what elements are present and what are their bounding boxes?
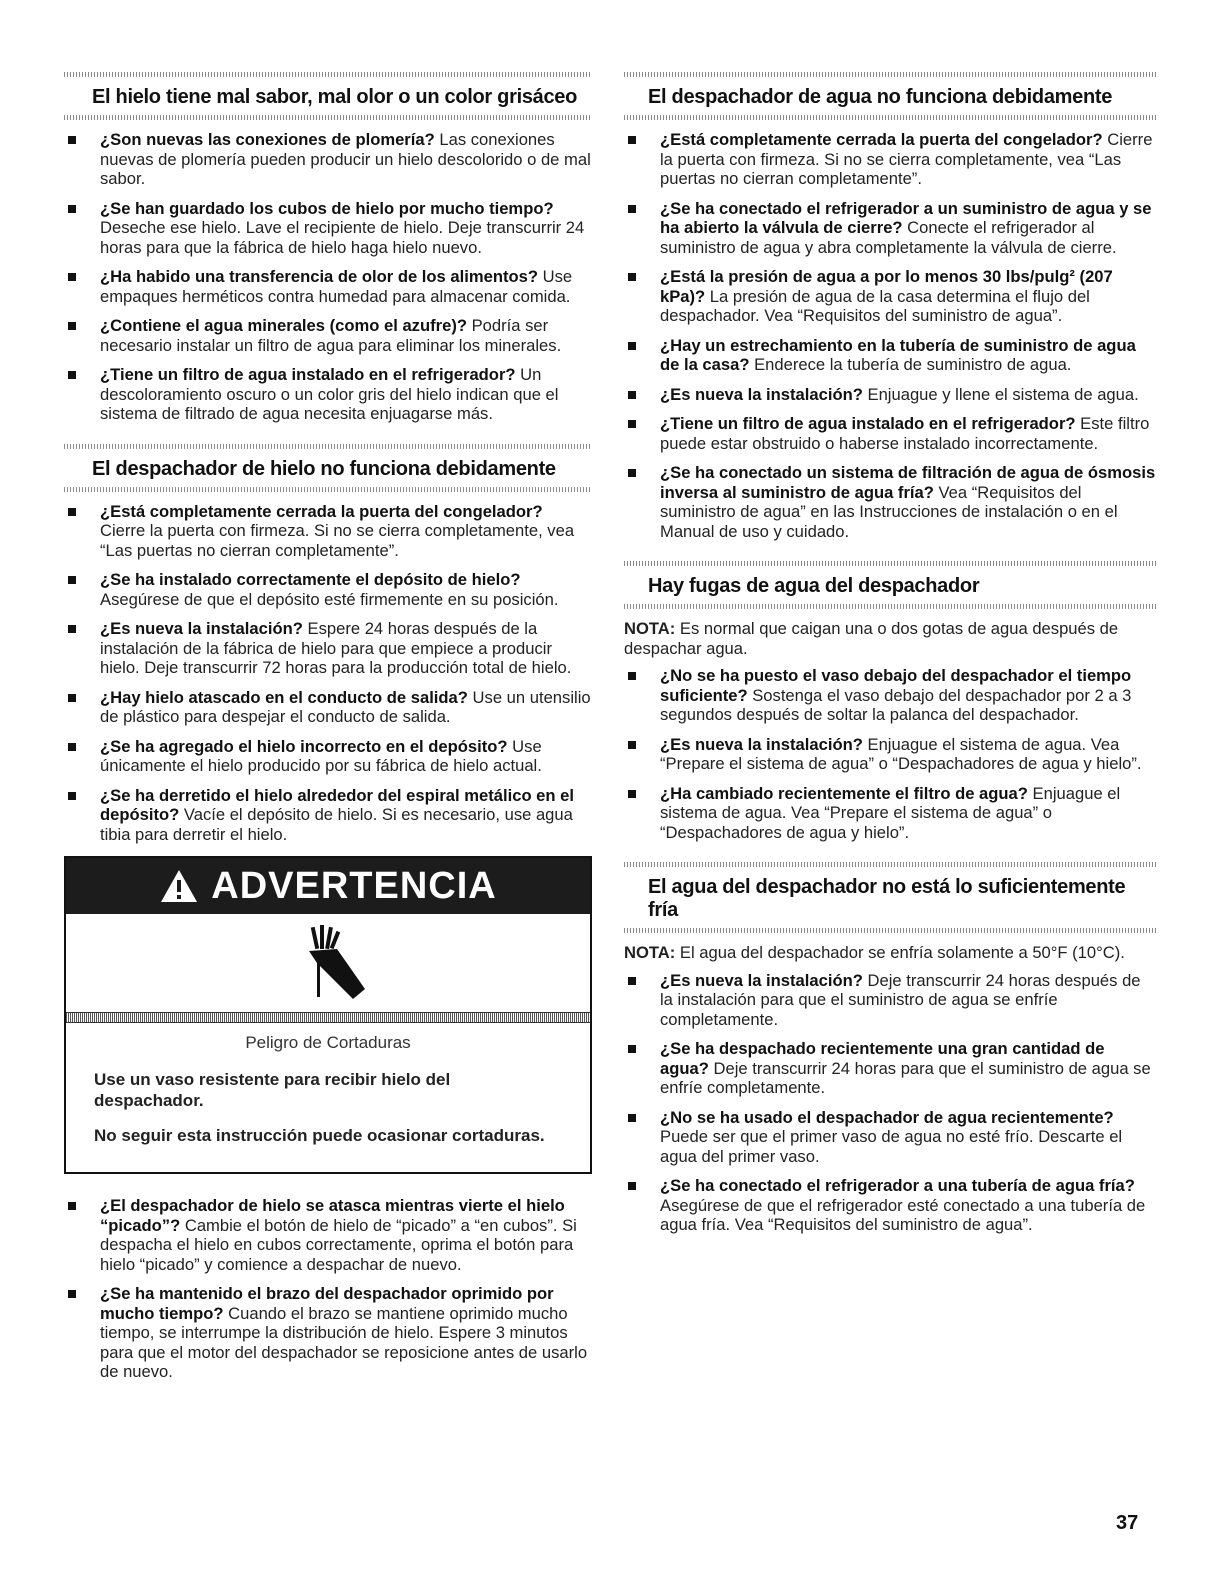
item-answer: Cambie el botón de hielo de “picado” a “en cubos”. Si despacha el hielo en cubos correctamente, oprima el botón para hielo “picado” y comience a despachar de nuevo. (100, 1215, 577, 1274)
item-question: ¿Es nueva la instalación? (660, 734, 863, 754)
list-item (624, 1108, 1156, 1167)
item-answer: Cierre la puerta con firmeza. Si no se cierra completamente, vea “Las puertas no cierran completamente”. (660, 130, 1153, 188)
hatched-rule (624, 604, 1156, 609)
item-answer: Podría ser necesario instalar un filtro de agua para eliminar los minerales. (100, 316, 562, 355)
list-item (64, 316, 592, 355)
bullet-square-icon (68, 273, 76, 281)
item-answer: Enjuague el sistema de agua. Vea “Prepare el sistema de agua” o “Despachadores de agua y hielo”. (660, 734, 1142, 773)
bullet-square-icon (628, 741, 636, 749)
hazard-instruction: Use un vaso resistente para recibir hielo del despachador. (94, 1070, 451, 1110)
list-item (624, 971, 1156, 1030)
item-answer: Conecte el refrigerador al suministro de agua y abra completamente la válvula de cierre. (660, 218, 1117, 257)
troubleshooting-list (64, 130, 592, 424)
section-title: El despachador de agua no funciona debidamente (648, 86, 1113, 108)
bullet-square-icon (68, 743, 76, 751)
list-item (64, 267, 592, 306)
item-question: ¿Se ha derretido el hielo alrededor del espiral metálico en el depósito? (100, 785, 574, 824)
item-question: ¿Son nuevas las conexiones de plomería? (100, 130, 435, 149)
item-question: ¿Hay hielo atascado en el conducto de salida? (100, 687, 468, 707)
section-header (64, 444, 592, 492)
item-question: ¿Se ha conectado el refrigerador a un suministro de agua y se ha abierto la válvula de cierre? (660, 198, 1152, 237)
bullet-square-icon (68, 792, 76, 800)
bullet-square-icon (68, 625, 76, 633)
page-number: 37 (1116, 1512, 1139, 1534)
item-answer: Cierre la puerta con firmeza. Si no se cierra completamente, vea “Las puertas no cierran completamente”. (100, 521, 575, 560)
item-answer: Enjuague el sistema de agua. Vea “Prepare el sistema de agua” o “Despachadores de agua y hielo”. (660, 783, 1121, 842)
item-answer: Use empaques herméticos contra humedad para almacenar comida. (100, 267, 573, 306)
troubleshooting-list (624, 666, 1156, 842)
item-answer: Vea “Requisitos del suministro de agua” en las Instrucciones de instalación o en el Manual de uso y cuidado. (660, 482, 1118, 541)
hatched-divider (66, 1012, 590, 1023)
bullet-square-icon (628, 342, 636, 350)
warning-banner (66, 858, 590, 914)
item-question: ¿Tiene un filtro de agua instalado en el refrigerador? (660, 414, 1076, 433)
bullet-square-icon (628, 1114, 636, 1122)
hatched-rule (64, 115, 592, 120)
item-question: ¿Está completamente cerrada la puerta del congelador? (100, 501, 543, 521)
list-item (624, 199, 1156, 258)
item-question: ¿Se ha mantenido el brazo del despachador oprimido por mucho tiempo? (100, 1284, 554, 1323)
item-question: ¿Tiene un filtro de agua instalado en el refrigerador? (100, 365, 516, 384)
bullet-square-icon (68, 1202, 76, 1210)
item-answer: La presión de agua de la casa determina el flujo del despachador. Vea “Requisitos del suministro de agua”. (660, 286, 1090, 325)
list-item (624, 735, 1156, 774)
list-item (624, 1176, 1156, 1235)
item-answer: Vacíe el depósito de hielo. Si es necesario, use agua tibia para derretir el hielo. (100, 805, 573, 844)
list-item (64, 1284, 592, 1382)
item-question: ¿Se ha despachado recientemente una gran cantidad de agua? (660, 1039, 1105, 1078)
bullet-square-icon (68, 205, 76, 213)
note-label: NOTA: (624, 619, 676, 638)
item-question: ¿Es nueva la instalación? (660, 384, 863, 404)
list-item (624, 385, 1156, 405)
list-item (624, 666, 1156, 725)
hazard-title: Peligro de Cortaduras (245, 1033, 411, 1052)
bullet-square-icon (68, 694, 76, 702)
bullet-square-icon (68, 371, 76, 379)
cut-hand-icon (283, 923, 373, 1003)
item-answer: Espere 24 horas después de la instalación de la fábrica de hielo para que empiece a producir hielo. Deje transcurrir 72 horas para la producción total de hielo. (100, 619, 572, 677)
hazard-consequence: No seguir esta instrucción puede ocasionar cortaduras. (94, 1126, 545, 1145)
item-question: ¿Es nueva la instalación? (660, 970, 863, 990)
bullet-square-icon (628, 672, 636, 680)
item-question: ¿Se ha agregado el hielo incorrecto en el depósito? (100, 736, 508, 756)
bullet-square-icon (68, 1290, 76, 1298)
warning-banner-text: ADVERTENCIA (211, 864, 497, 907)
item-answer: Cuando el brazo se mantiene oprimido mucho tiempo, se interrumpe la distribución de hielo. Espere 3 minutos para que el motor del despachador se reposicione antes de usarlo de nuevo. (100, 1303, 588, 1381)
troubleshooting-list (624, 130, 1156, 541)
bullet-square-icon (628, 420, 636, 428)
item-question: ¿El despachador de hielo se atasca mientras vierte el hielo “picado”? (100, 1196, 565, 1235)
section-header (624, 561, 1156, 609)
troubleshooting-list (624, 971, 1156, 1235)
right-column (624, 72, 1156, 1255)
item-answer: Use un utensilio de plástico para despejar el conducto de salida. (100, 687, 591, 726)
hatched-rule (624, 928, 1156, 933)
item-answer: Deje transcurrir 24 horas para que el suministro de agua se enfríe completamente. (660, 1058, 1151, 1097)
list-item (64, 130, 592, 189)
bullet-square-icon (68, 322, 76, 330)
list-item (624, 1039, 1156, 1098)
note-paragraph (624, 943, 1156, 963)
note-label: NOTA: (624, 943, 676, 962)
item-question: ¿Se ha conectado un sistema de filtración de agua de ósmosis inversa al suministro de agua fría? (660, 463, 1156, 502)
bullet-square-icon (628, 205, 636, 213)
list-item (64, 502, 592, 561)
item-question: ¿Está la presión de agua a por lo menos 30 lbs/pulg² (207 kPa)? (660, 267, 1113, 306)
item-question: ¿Contiene el agua minerales (como el azufre)? (100, 316, 467, 335)
item-answer: Deseche ese hielo. Lave el recipiente de hielo. Deje transcurrir 24 horas para que la fábrica de hielo haga hielo nuevo. (100, 218, 585, 257)
warning-pictogram (66, 914, 590, 1012)
item-question: ¿Se ha instalado correctamente el depósito de hielo? (100, 570, 521, 589)
item-question: ¿Ha cambiado recientemente el filtro de agua? (660, 783, 1028, 803)
bullet-square-icon (68, 576, 76, 584)
section-title: Hay fugas de agua del despachador (648, 575, 980, 597)
bullet-square-icon (68, 136, 76, 144)
item-answer: Use únicamente el hielo producido por su fábrica de hielo actual. (100, 736, 542, 775)
item-answer: Enjuague y llene el sistema de agua. (862, 384, 1139, 404)
item-answer: Enderece la tubería de suministro de agua. (749, 355, 1072, 374)
item-answer: Un descoloramiento oscuro o un color gris del hielo indican que el sistema de filtrado de agua necesita enjuagarse más. (100, 365, 559, 423)
note-text: El agua del despachador se enfría solamente a 50°F (10°C). (675, 943, 1125, 962)
note-paragraph (624, 619, 1156, 658)
warning-box (64, 856, 592, 1174)
section-header (624, 72, 1156, 120)
bullet-square-icon (628, 273, 636, 281)
note-text: Es normal que caigan una o dos gotas de agua después de despachar agua. (624, 619, 1119, 658)
troubleshooting-list (64, 502, 592, 845)
item-answer: Deje transcurrir 24 horas después de la instalación para que el suministro de agua se enfríe completamente. (660, 970, 1141, 1029)
list-item (624, 130, 1156, 189)
item-answer: Sostenga el vaso debajo del despachador por 2 a 3 segundos después de soltar la palanca del despachador. (660, 685, 1132, 724)
warning-triangle-icon (159, 868, 199, 904)
section-header (624, 862, 1156, 933)
item-answer: Asegúrese de que el refrigerador esté conectado a una tubería de agua fría. Vea “Requisitos del suministro de agua”. (660, 1195, 1146, 1234)
bullet-square-icon (628, 136, 636, 144)
section-title: El hielo tiene mal sabor, mal olor o un color grisáceo (92, 86, 578, 108)
list-item (64, 688, 592, 727)
section-title: El agua del despachador no está lo suficientemente fría (648, 876, 1126, 921)
bullet-square-icon (628, 977, 636, 985)
list-item (624, 267, 1156, 326)
item-question: ¿Está completamente cerrada la puerta del congelador? (660, 130, 1103, 149)
item-question: ¿Se han guardado los cubos de hielo por mucho tiempo? (100, 198, 554, 218)
list-item (64, 737, 592, 776)
item-question: ¿Hay un estrechamiento en la tubería de suministro de agua de la casa? (660, 335, 1136, 374)
hatched-rule (624, 115, 1156, 120)
item-question: ¿Ha habido una transferencia de olor de los alimentos? (100, 267, 538, 286)
bullet-square-icon (628, 790, 636, 798)
list-item (624, 463, 1156, 541)
list-item (624, 336, 1156, 375)
list-item (64, 1196, 592, 1274)
item-question: ¿Es nueva la instalación? (100, 619, 303, 638)
left-column (64, 72, 592, 1402)
bullet-square-icon (628, 1045, 636, 1053)
item-question: ¿Se ha conectado el refrigerador a una tubería de agua fría? (660, 1176, 1135, 1195)
list-item (64, 199, 592, 258)
list-item (624, 784, 1156, 843)
section-title: El despachador de hielo no funciona debidamente (92, 457, 556, 480)
troubleshooting-list (64, 1196, 592, 1382)
list-item (64, 619, 592, 678)
bullet-square-icon (628, 391, 636, 399)
list-item (64, 786, 592, 845)
bullet-square-icon (628, 469, 636, 477)
item-answer: Puede ser que el primer vaso de agua no esté frío. Descarte el agua del primer vaso. (660, 1127, 1123, 1166)
item-answer: Asegúrese de que el depósito esté firmemente en su posición. (100, 589, 559, 609)
hatched-rule (64, 487, 592, 492)
list-item (64, 570, 592, 609)
bullet-square-icon (68, 508, 76, 516)
list-item (624, 414, 1156, 453)
section-header (64, 72, 592, 120)
item-answer: Las conexiones nuevas de plomería pueden producir un hielo descolorido o de mal sabor. (100, 130, 591, 188)
item-question: ¿No se ha puesto el vaso debajo del despachador el tiempo suficiente? (660, 666, 1132, 705)
item-question: ¿No se ha usado el despachador de agua recientemente? (660, 1107, 1114, 1127)
bullet-square-icon (628, 1182, 636, 1190)
warning-body (66, 1023, 590, 1172)
list-item (64, 365, 592, 424)
item-answer: Este filtro puede estar obstruido o haberse instalado incorrectamente. (660, 414, 1150, 453)
